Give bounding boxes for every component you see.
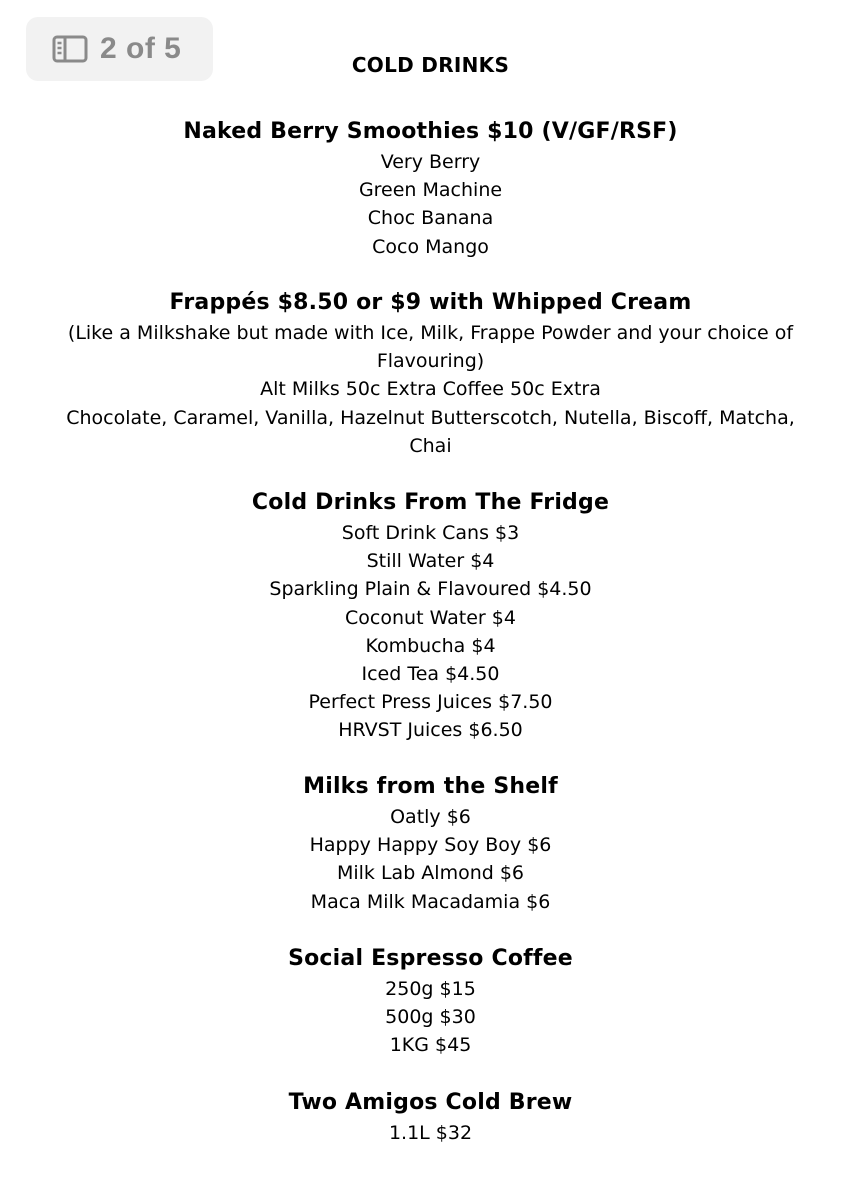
section-heading: Cold Drinks From The Fridge [251,490,610,515]
menu-section-frappes [0,287,861,460]
list-item: Perfect Press Juices $7.50 [308,691,553,714]
section-heading: Social Espresso Coffee [288,946,573,971]
list-item: Chocolate, Caramel, Vanilla, Hazelnut Butterscotch, Nutella, Biscoff, Matcha, Chai [66,406,795,457]
list-item: 1KG $45 [389,1034,472,1057]
list-item: Coco Mango [372,235,489,258]
list-item: Maca Milk Macadamia $6 [310,890,551,913]
list-item: Choc Banana [367,207,494,230]
menu-section-fridge [0,487,861,745]
list-item: Coconut Water $4 [345,606,516,629]
list-item: Iced Tea $4.50 [361,663,500,686]
list-item: Green Machine [358,179,503,202]
list-item: Happy Happy Soy Boy $6 [309,834,552,857]
section-heading: Frappés $8.50 or $9 with Whipped Cream [169,290,692,315]
list-item: Alt Milks 50c Extra Coffee 50c Extra [260,378,601,401]
list-item: Sparkling Plain & Flavoured $4.50 [269,578,592,601]
section-heading: Milks from the Shelf [303,774,558,799]
section-description: (Like a Milkshake but made with Ice, Milk, Frappe Powder and your choice of Flavouring) [67,322,794,373]
list-item: Still Water $4 [366,550,495,573]
list-item: 1.1L $32 [388,1122,473,1144]
menu-section-milks [0,771,861,916]
menu-section-coffee [0,943,861,1060]
section-heading: Two Amigos Cold Brew [288,1090,573,1115]
page-title: COLD DRINKS [351,53,510,77]
list-item: 250g $15 [385,978,476,1000]
list-item: Milk Lab Almond $6 [336,862,525,885]
list-item: Oatly $6 [390,806,471,828]
list-item: HRVST Juices $6.50 [338,719,523,742]
menu-section-smoothies [0,116,861,261]
list-item: Soft Drink Cans $3 [341,522,520,544]
menu-section-cold-brew [0,1087,861,1147]
list-item: 500g $30 [385,1006,476,1029]
list-item: Kombucha $4 [365,634,496,657]
list-item: Very Berry [380,151,481,173]
section-heading: Naked Berry Smoothies $10 (V/GF/RSF) [183,119,678,144]
page-indicator-label: 2 of 5 [100,32,182,65]
